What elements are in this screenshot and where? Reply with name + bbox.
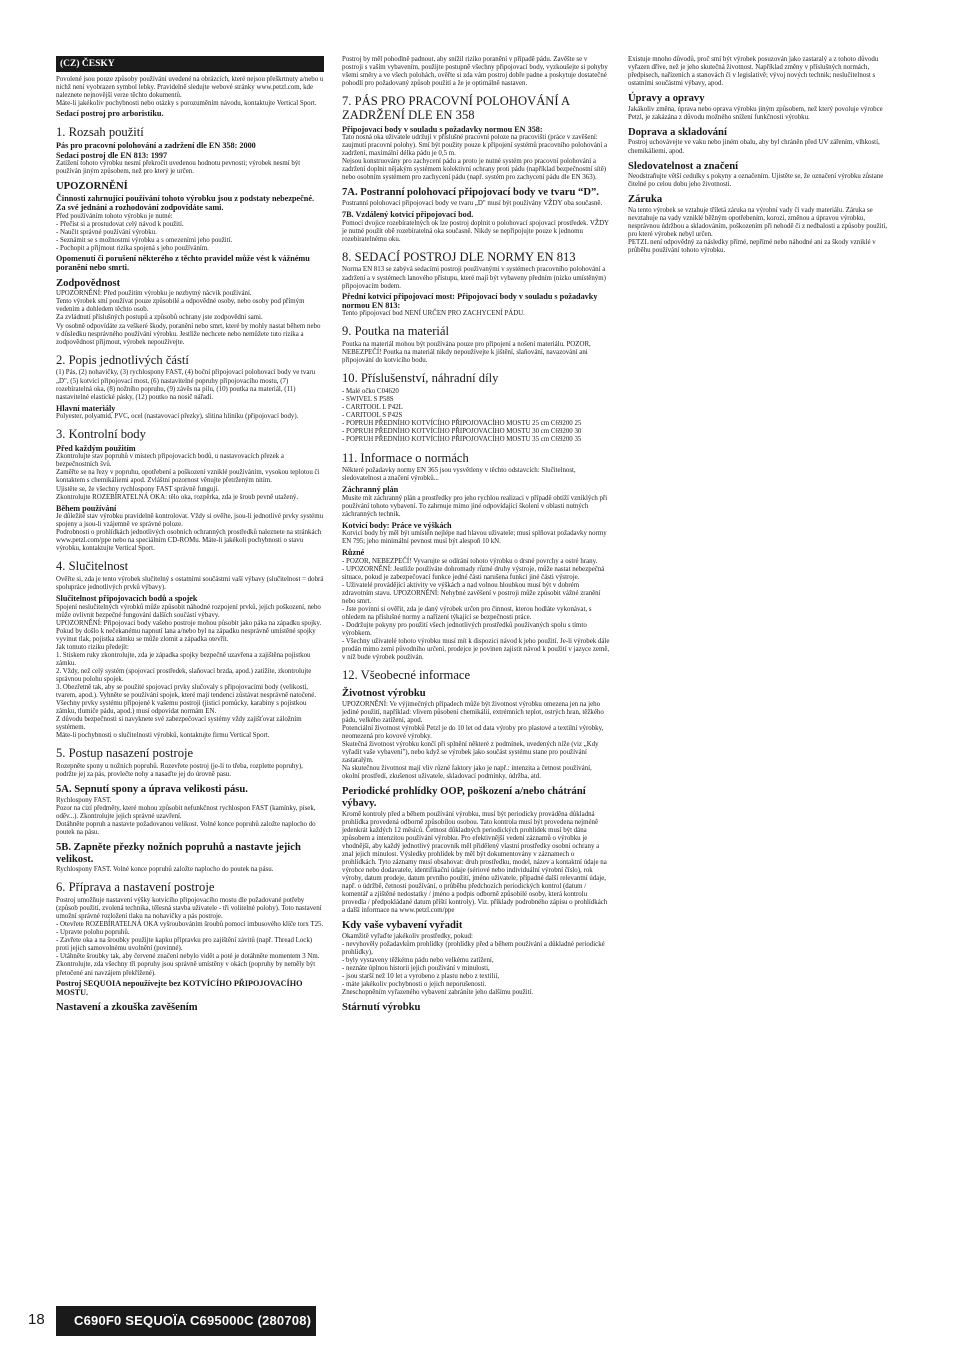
paragraph: Postroj umožňuje nastavení výšky kotvicího připojovacího mostu dle požadované potřeby (způsob použití, zvolená technika, tělesná stavba uživatele - tři volitelné polohy). Toto nastavení umožní správné rozložení tlaku na nohavičky a pás postroje. - Otevřete ROZEBÍRATELNÁ OKA vyšroubováním šroubů pomocí imbusového klíče torx T25. - Upravte polohu popruhů. - Zavřete oka a na šroubky použijte kapku přípravku pro zajištění závitů (např. Thread Lock) proti jejich samovolnému uvolnění (povinné). - Utáhněte šroubky tak, aby červené značení nebylo vidět a poté je dotáhněte momentem 3 Nm. Zkontrolujte, zda všechny tři popruhy jsou správně umístěny v okách (popruhy by neměly být přetočené ani navzájem překřížené). [56,897,324,977]
subsection-heading: 5B. Zapněte přezky nožních popruhů a nastavte jejich velikost. [56,842,301,865]
minor-heading: Slučitelnost připojovacích bodů a spojek [56,594,198,604]
paragraph: Zatížení tohoto výrobku nesmí překročit uvedenou hodnotu pevnosti; výrobek nesmí být používán jiným způsobem, než pro který je určen. [56,160,301,176]
paragraph: Před používáním tohoto výrobku je nutné: - Přečíst si a prostudovat celý návod k použití. - Naučit správné používání výrobku. - Seznámit se s možnostmi výrobku a s omezeními jeho použití. - Pochopit a přijmout rizika spojená s jeho používáním. [56,212,233,252]
minor-heading: Různé [342,548,365,558]
minor-heading: 7B. Vzdálený kotvicí připojovací bod. [342,210,474,220]
column-left [56,56,324,1015]
paragraph: Neodstraňujte větší cedulky s pokyny a označením. Ujistěte se, že označení výrobku zůstane čitelné po celou dobu jeho životnosti. [628,173,884,189]
subsection-heading: Nastavení a zkouška zavěšením [56,1002,198,1014]
section-heading: 3. Kontrolní body [56,427,146,442]
subsection-heading: Životnost výrobku [342,688,426,700]
section-heading: 4. Slučitelnost [56,559,129,574]
section-heading: 12. Všeobecné informace [342,668,471,683]
subsection-heading: Stárnutí výrobku [342,1002,421,1014]
subsection-heading: 5A. Sepnutí spony a úprava velikosti pásu. [56,784,248,796]
paragraph: Kotvicí body by měl být umístěn nejlépe nad hlavou uživatele; musí splňovat požadavky normy EN 795; jeho minimální pevnost musí být alespoň 10 kN. [342,530,607,546]
paragraph: UPOZORNĚNÍ: Před použitím výrobku je nezbytný nácvik používání. Tento výrobek smí používat pouze způsobilé a odpovědné osoby, nebo osoby pod přímým vedením a dohledem těchto osob. Za zvládnutí příslušných postupů a způsobů ochrany jste zodpovědni sami. Vy osobně odpovídáte za veškeré škody, poranění nebo smrt, které by mohly nastat během nebo v důsledku nesprávného používání výrobku. Jestliže nechcete nebo nemůžete tuto rizika a zodpovědnost přijmout, výrobek nepoužívejte. [56,290,321,346]
subsection-heading: Doprava a skladování [628,126,727,138]
section-heading: 6. Příprava a nastavení postroje [56,880,215,895]
paragraph: Poutka na materiál mohou být používána pouze pro připojení a nošení materiálu. POZOR, NEBEZPEČÍ! Poutka na materiál nikdy nepoužívejte k jištění, slaňování, navazování ani připojování do kotvicího bodu. [342,341,591,365]
section-heading: 10. Příslušenství, náhradní díly [342,371,499,386]
paragraph: Některé požadavky normy EN 365 jsou vysvětleny v těchto odstavcích: Slučitelnost, sledovatelnost a značení výrobků... [342,467,576,483]
bold-paragraph: Opomenutí či porušení některého z těchto pravidel může vést k vážnému poranění nebo smrti. [56,253,310,273]
paragraph: Rozepněte spony u nožních popruhů. Rozevřete postroj (je-li to třeba, rozplette popruhy), podržte jej za pás, provlečte nohy a nasaďte jej do úrovně pasu. [56,763,303,779]
column-middle [342,56,610,1015]
paragraph: Tento připojovací bod NENÍ URČEN PRO ZACHYCENÍ PÁDU. [342,310,525,318]
paragraph: Norma EN 813 se zabývá sedacími postroji používanými v systémech pracovního polohování a zadržení a v systémech lanového přístupu, které mají být vybaveny předním (nízko umístěným) připojovacím bodem. [342,266,606,290]
subsection-heading: 7A. Postranní polohovací připojovací body ve tvaru “D”. [342,187,599,199]
section-heading: 5. Postup nasazení postroje [56,746,194,761]
subsection-heading: Úpravy a opravy [628,93,705,105]
column-right [628,56,896,255]
paragraph: - POZOR, NEBEZPEČÍ! Vyvarujte se odírání tohoto výrobku o drsné povrchy a ostré hrany. - UPOZORNĚNÍ: Jestliže používáte dohromady různé druhy výstroje, může nastat nebezpečná situace, pokud je zabezpečovací funkce jedné části narušena funkcí jiné části výstroje. - Uživatelé provádějící aktivity ve výškách a nad volnou hloubkou musí být v dobrém zdravotním stavu. UPOZORNĚNÍ: Nehybné zavěšení v postroji může způsobit vážné zranění nebo smrt. - Jste povinni si ověřit, zda je daný výrobek určen pro činnost, kterou hodláte vykonávat, s ohledem na příslušné normy a nařízení týkající se bezpečnosti práce. - Dodržujte pokyny pro použití všech jednotlivých prostředků používaných spolu s tímto výrobkem. - Všechny uživatelé tohoto výrobku musí mít k dispozici návod k jeho použití. Je-li výrobek dále prodán mimo zemi původního určení, prodejce je povinen zajistit návod k použití v jazyce země, v níž bude výrobek používán. [342,557,610,662]
bold-paragraph: Přední kotvicí připojovací most: Připojovací body v souladu s požadavky normou EN 813: [342,291,598,310]
paragraph: Povolené jsou pouze způsoby používání uvedené na obrázcích, které nejsou přeškrtnuty a/nebo u nichž není vyobrazen symbol lebky. Pravidelně sledujte webové stránky www.petzl.com, kde naleznete nejnovější verze těchto dokumentů. Máte-li jakékoliv pochybnosti nebo otázky s porozuměním návodu, kontaktujte Vertical Sport. [56,76,324,108]
bold-paragraph: Postroj SEQUOIA nepoužívejte bez KOTVÍCÍHO PŘIPOJOVACÍHO MOSTU. [56,978,303,997]
subsection-heading: Záruka [628,194,663,206]
bold-paragraph: Činnosti zahrnující používání tohoto výrobku jsou z podstaty nebezpečné. Za své jednání a rozhodování zodpovídáte sami. [56,193,315,213]
minor-heading: Hlavní materiály [56,403,116,413]
section-heading: 8. SEDACÍ POSTROJ DLE NORMY EN 813 [342,249,576,264]
paragraph: Rychlospony FAST. Volné konce popruhů založte naplocho do poutek na pásu. [56,866,274,874]
section-heading: 7. PÁS PRO PRACOVNÍ POLOHOVÁNÍ A ZADRŽENÍ DLE EN 358 [342,94,570,122]
section-heading: 1. Rozsah použití [56,124,144,139]
paragraph: Kromě kontroly před a během používání výrobku, musí být periodicky prováděna důkladná prohlídka provedená odborně způsobilou osobou. Tato kontrola musí být provedena nejméně jedenkrát každých 12 měsíců. Četnost důkladných periodických prohlídek musí být dána způsobem a intenzitou používání výrobku. Pro efektivnější vedení záznamů o výrobku je vhodnější, aby každý jednotlivý pracovník měl přidělený vlastní prostředky osobní ochrany a znal jejich minulost. Výsledky prohlídek by měl být dokumentovány v záznamech o prohlídkách. Tyto záznamy musí obsahovat: druh prostředku, model, název a kontaktní údaje na výrobce nebo dodavatele, identifikační údaje (sériové nebo individuální výrobní číslo), rok výroby, datum prodeje, datum prvního použití, jméno uživatele, případné další relevantní údaje, např. o údržbě, četnosti používání, o průběhu předchozích periodických kontrol (datum / komentář a zjištěné nedostatky / jméno a podpis odborně způsobilé osoby, která kontrolu provedla / předpokládané datum příští kontroly). Viz. příklady podrobného zápisu o prohlídkách a další informace na www.petzl.com/ppe [342,810,608,915]
paragraph: Existuje mnoho důvodů, proč smí být výrobek posuzován jako zastaralý a z tohoto důvodu vyřazen dříve, než je jeho skutečná životnost. Například změny v příslušných normách, předpisech, nařízeních a stanovách či v legislativě; vývoj nových technik; neslučitelnost s ostatními součástmi výbavy, apod. [628,56,879,88]
document-code-bar [56,1306,316,1336]
subsection-heading: Periodické prohlídky OOP, poškození a/nebo chátrání výbavy. [342,786,586,809]
paragraph: Spojení neslučitelných výrobků může způsobit náhodné rozpojení prvků, jejich poškození, nebo může ovlivnit bezpečné fungování dalších součástí výbavy. UPOZORNĚNÍ: Připojovací body vašeho postroje mohou působit jako páka na západku spojky. Pokud by došlo k nečekanému napnutí lana a/nebo byl na západku nesprávně umístěné spojky vyvinut tlak, pojistka zámku se může zlomit a západka otevřít. Jak tomuto riziku předejít: 1. Stiskem ruky zkontrolujte, zda je západka spojky bezpečně uzavřena a zajištěna pojistkou zámku. 2. Vždy, než celý systém (spojovací prostředek, slaňovací brzda, apod.) zatížíte, zkontrolujte správnou polohu spojek. 3. Obezřetně tak, aby se použité spojovací prvky slučovaly s připojovacími body (velikostí, tvarem, apod.). Vyhněte se používání spojek, které mají tendenci zůstávat nesprávně natočené. Všechny prvky systému připojené k vašemu postroji (jisticí pomůcky, karabiny s pojistkou zámku, tlumiče pádu, apod.) musí odpovídat normám EN. Z důvodu bezpečnosti si navyknete své zabezpečovací systémy vždy zajišťovat záložním systémem. Máte-li pochybnosti o slučitelnosti výrobků, kontaktujte firmu Vertical Sport. [56,603,322,740]
paragraph: Pomocí dvojice rozebíratelných ok lze postroj doplnit o polohovací spojovací prostředek. VŽDY je nutné použít obě rozebíratelná oka současně. Nikdy se nepřipojujte pouze k jednomu rozebíratelnému oku. [342,219,609,243]
subsection-heading: Zodpovědnost [56,277,121,289]
page-number: 18 [28,1311,45,1328]
section-heading: 2. Popis jednotlivých částí [56,352,189,367]
bold-paragraph: Sedací postroj pro arboristiku. [56,109,164,119]
bold-paragraph: Pás pro pracovní polohování a zadržení dle EN 358: 2000 Sedací postroj dle EN 813: 1997 [56,141,256,160]
paragraph: Postranní polohovací připojovací body ve tvaru „D" musí být používány VŽDY oba současně. [342,200,603,208]
minor-heading: Během používání [56,503,117,513]
section-heading: 11. Informace o normách [342,450,469,465]
subsection-heading: UPOZORNĚNÍ [56,181,128,193]
paragraph: - Malé očko C04620 - SWIVEL S P58S - CARITOOL L P42L - CARITOOL S P42S - POPRUH PŘEDNÍHO KOTVÍCÍHO PŘIPOJOVACÍHO MOSTU 25 cm C69200 25 - POPRUH PŘEDNÍHO KOTVÍCÍHO PŘIPOJOVACÍHO MOSTU 30 cm C69200 30 - POPRUH PŘEDNÍHO KOTVÍCÍHO PŘIPOJOVACÍHO MOSTU 35 cm C69200 35 [342,388,582,444]
paragraph: UPOZORNĚNÍ: Ve výjimečných případech může být životnost výrobku omezena jen na jeho jediné použití, například: vlivem působení chemikálií, extrémních teplot, ostrých hran, těžkého pádu, velkého zatížení, apod. Potenciální životnost výrobků Petzl je do 10 let od data výroby pro plastové a textilní výrobky, neomezená pro kovové výrobky. Skutečná životnost výrobku končí při splnění některé z podmínek, uvedených níže (viz „Kdy vyřadit vaše vybavení"), nebo když se výrobek jako součást systému stane pro používání zastaralým. Na skutečnou životnost mají vliv různé faktory jako je např.: intenzita a četnost používání, okolní prostředí, zkušenost uživatele, skladovací podmínky, údržba, atd. [342,700,604,781]
paragraph: Na tento výrobek se vztahuje tříletá záruka na výrobní vady či vady materiálu. Záruka se nevztahuje na vady vzniklé běžným opotřebením, korozí, změnou a úpravou výrobku, nesprávnou údržbou a skladováním, poškozením při nehodě či z nedbalosti a způsoby použití, pro které výrobek nebyl určen. PETZL není odpovědný za následky přímé, nepřímé nebo náhodné ani za škody vzniklé v průběhu používání tohoto výrobku. [628,206,888,255]
document-code: C690F0 SEQUOÏA C695000C (280708) [74,1313,312,1328]
paragraph: Zkontrolujte stav popruhů v místech připojovacích bodů, u nastavovacích přezek a bezpečnostních švů. Zaměřte se na řezy v popruhu, opotřebení a poškození vzniklé používáním, vysokou teplotou či kontaktem s chemikáliemi apod. Zvláštní pozornost věnujte přetrženým nitím. Ujistěte se, že všechny rychlospony FAST správně fungují. Zkontrolujte ROZEBÍRATELNÁ OKA: tělo oka, rozpěrka, zda je šroub pevně utažený. [56,453,320,501]
subsection-heading: Kdy vaše vybavení vyřadit [342,920,463,932]
paragraph: Je důležité stav výrobku pravidelně kontrolovat. Vždy si ověřte, jsou-li jednotlivé prvky systému spojeny a jsou-li vzájemně ve správné poloze. Podrobnosti o prohlídkách jednotlivých osobních ochranných prostředků naleznete na stránkách www.petzl.com/ppe nebo na speciálním CD-ROMu. Máte-li jakékoli pochybnosti o stavu výrobku, kontaktujte Vertical Sport. [56,513,324,553]
paragraph: Okamžitě vyřaďte jakékoliv prostředky, pokud: - nevyhověly požadavkům prohlídky (prohlídky před a během používání a důkladné periodické prohlídky), - byly vystaveny těžkému pádu nebo velkému zatížení, - neznáte úplnou historii jejich používání v minulosti, - jsou starší než 10 let a vyrobeno z plastu nebo z textilií, - máte jakékoliv pochybnosti o jejich neporušenosti. Zneschopněním vyřazeného vybavení zabráníte jeho dalšímu použití. [342,932,605,997]
paragraph: Ověřte si, zda je tento výrobek slučitelný s ostatními součástmi vaší výbavy (slučitelnost = dobrá spolupráce jednotlivých prvků výbavy). [56,576,324,592]
paragraph: (1) Pás, (2) nohavičky, (3) rychlospony FAST, (4) boční připojovací polohovací body ve tvaru „D", (5) kotvicí připojovací most, (6) nastavitelné popruhy připojovacího mostu, (7) rozebíratelná oka, (8) nožního popruhu, (9) závěs na pilu, (10) poutka na materiál, (11) nastavitelné elastické pásky, (12) poutko na nosič nářadí. [56,369,316,401]
paragraph: Jakákoliv změna, úprava nebo oprava výrobku jiným způsobem, než který povoluje výrobce Petzl, je zakázána z důvodu možného snížení funkčnosti výrobku. [628,105,883,121]
paragraph: Postroj by měl pohodlně padnout, aby snížil riziko poranění v případě pádu. Zavěšte se v postroji s vaším vybavením, použijte postupně všechny připojovací body, vyzkoušejte si pohyby všemi směry a ve všech polohách, ověřte si zda vám postroj dobře padne a poskytuje dostatečné pohodlí pro požadovaný způsob použití a že je optimálně nastaven. [342,56,608,88]
paragraph: Postroj uchovávejte ve vaku nebo jiném obalu, aby byl chráněn před UV zářením, vlhkostí, chemikáliemi, apod. [628,139,880,155]
minor-heading: Před každým použitím [56,443,136,453]
section-heading: 9. Poutka na materiál [342,324,450,339]
paragraph: Tato nosná oka uživatele udržují v příslušné pracovní poloze na pracovišti (práce v zavěšení: zaujmutí pracovní polohy). Smí být použity pouze k připojení systémů pracovního polohování a zadržení, maximální délka pádu je 0,5 m. Nejsou konstruovány pro zachycení pádu a proto je nutné systém pro pracovní polohování a zadržení doplnit nějakým systémem kolektivní ochrany proti pádu (například bezpečnostní sítě) nebo osobním systémem pro zachycení pádu (např. systém pro zachycení pádu dle EN 363). [342,134,608,182]
subsection-heading: Sledovatelnost a značení [628,160,739,172]
bold-paragraph: Připojovací body v souladu s požadavky normou EN 358: [342,124,543,134]
minor-heading: Záchranný plán [342,485,399,495]
paragraph: Rychlospony FAST. Pozor na cizí předměty, které mohou způsobit nefunkčnost rychlospon FAST (kamínky, písek, oděv...). Zkontrolujte jejich správné uzavření. Dotáhněte popruh a nastavte požadovanou velikost. Volné konce popruhů založte naplocho do poutek na pásu. [56,796,316,836]
paragraph: Polyester, polyamid, PVC, ocel (nastavovací přezky), slitina hliníku (připojovací body). [56,413,299,421]
page-footer [0,1306,954,1336]
minor-heading: Kotvicí body: Práce ve výškách [342,520,452,530]
language-header: (CZ) ČESKY [56,56,324,72]
paragraph: Musíte mít záchranný plán a prostředky pro jeho rychlou realizaci v případě obtíží vzniklých při používání tohoto vybavení. To zahrnuje mimo jiné odpovídající školení v oblasti nutných záchranných technik. [342,494,608,518]
